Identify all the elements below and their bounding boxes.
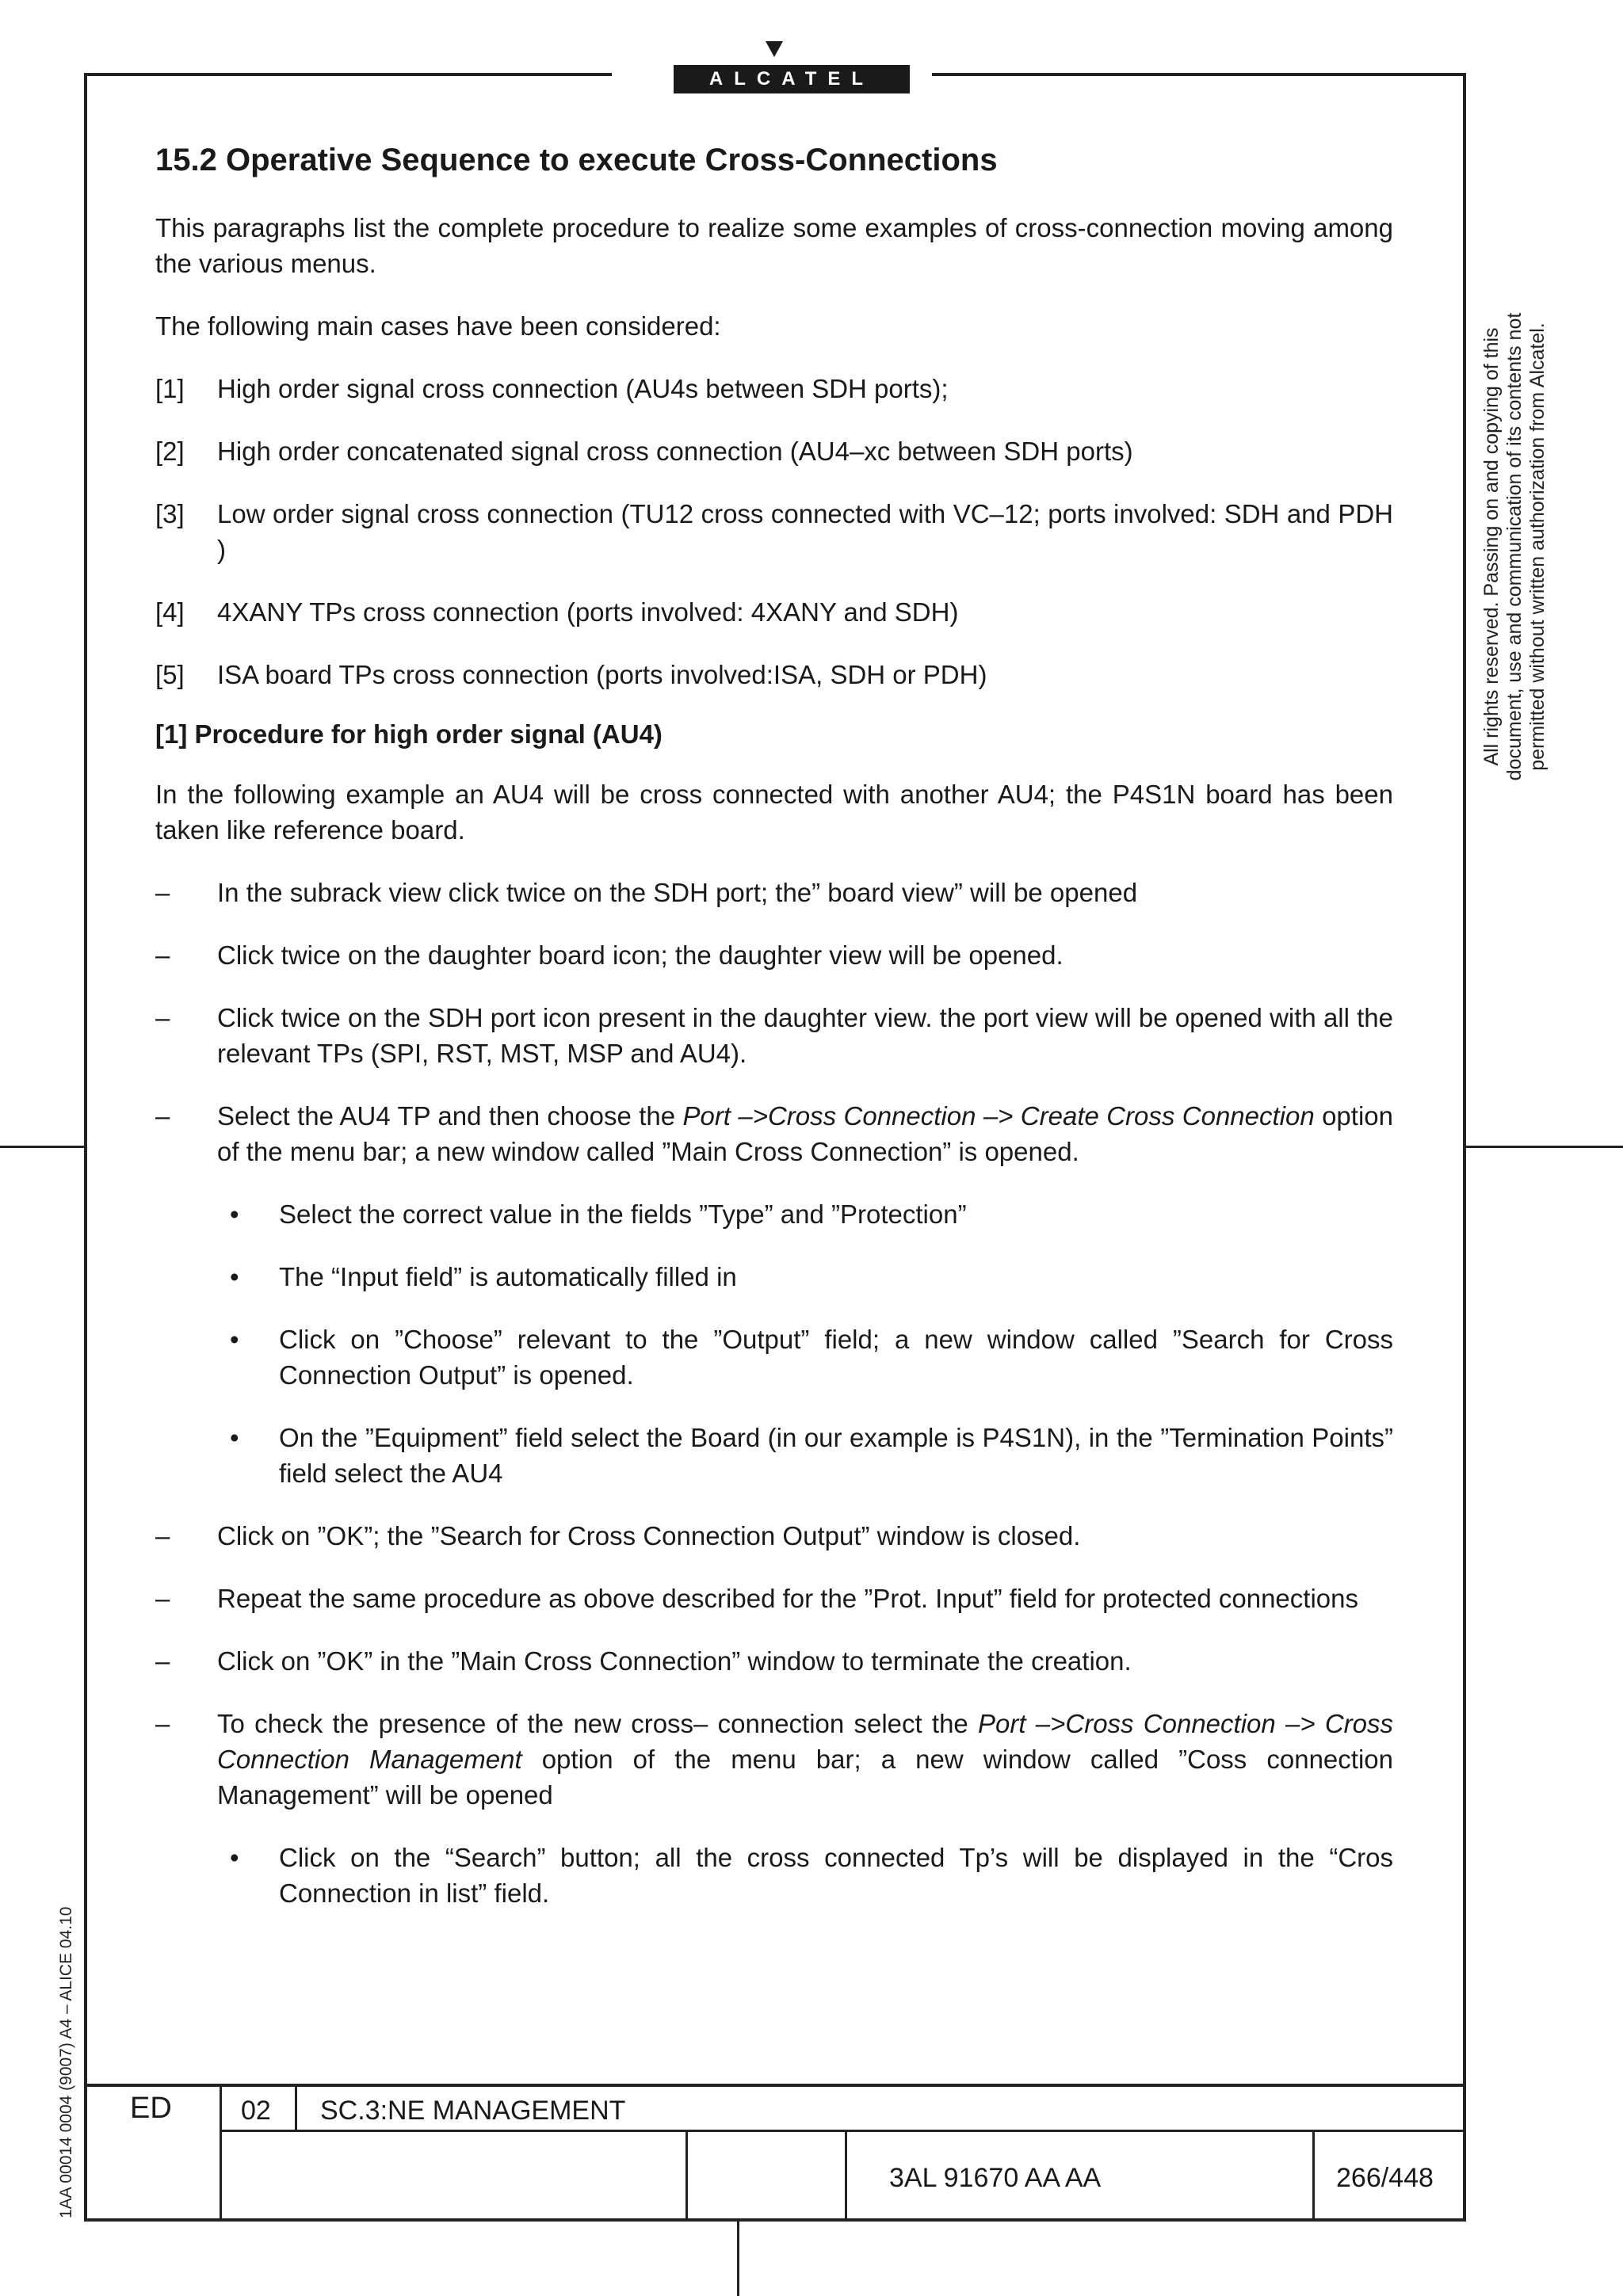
case-item: [3] Low order signal cross connection (TU12 cross connected with VC–12; ports involved: SDH and PDH ) (155, 499, 1393, 564)
frame-top-left (84, 73, 612, 76)
step-item: – Click on ”OK” in the ”Main Cross Connection” window to terminate the creation. (155, 1646, 1132, 1676)
step-item: – Click on ”OK”; the ”Search for Cross Connection Output” window is closed. (155, 1521, 1081, 1550)
intro-paragraph: This paragraphs list the complete procedure to realize some examples of cross-connection moving among the various menus. (155, 213, 1393, 278)
alcatel-logo: ALCATEL (674, 65, 910, 93)
document-body (155, 143, 1393, 1938)
menu-path: Port –>Cross Connection –> Cross Connection Management (217, 1709, 1393, 1774)
case-item: [1] High order signal cross connection (AU4s between SDH ports); (155, 374, 949, 403)
menu-path: Port –>Cross Connection –> Create Cross Connection (682, 1101, 1315, 1131)
step-item: – To check the presence of the new cross– connection select the Port –>Cross Connection –> Cross Connection Management option of the menu bar; a new window called ”Coss connection Management” will be opened (155, 1709, 1393, 1810)
bullet-item: • Click on the “Search” button; all the cross connected Tp’s will be displayed in the “Cros Connection in list” field. (230, 1843, 1393, 1908)
ed-value: 02 (241, 2096, 271, 2126)
document-code: 3AL 91670 AA AA (889, 2163, 1102, 2193)
crop-mark-left (0, 1146, 84, 1148)
cases-intro: The following main cases have been considered: (155, 311, 721, 341)
step-item: – Select the AU4 TP and then choose the Port –>Cross Connection –> Create Cross Connection option of the menu bar; a new window called ”Main Cross Connection” is opened. (155, 1101, 1393, 1166)
bullet-item: • The “Input field” is automatically filled in (230, 1262, 737, 1291)
case-item: [5] ISA board TPs cross connection (ports involved:ISA, SDH or PDH) (155, 660, 987, 689)
ed-label: ED (130, 2092, 172, 2125)
page-number: 266/448 (1336, 2163, 1434, 2193)
procedure-title: [1] Procedure for high order signal (AU4) (155, 719, 663, 749)
step-item: – Click twice on the daughter board icon; the daughter view will be opened. (155, 940, 1064, 970)
copyright-note: All rights reserved. Passing on and copying of this document, use and communication of its contents not permitted without written authorization from Alcatel. (1480, 312, 1549, 781)
logo-triangle-icon (766, 41, 783, 57)
bottom-crop-mark (737, 2222, 739, 2296)
footer-section: SC.3:NE MANAGEMENT (320, 2096, 626, 2126)
crop-mark-right (1466, 1146, 1623, 1148)
frame-top-right (932, 73, 1466, 76)
bullet-item: • On the ”Equipment” field select the Board (in our example is P4S1N), in the ”Termination Points” field select the AU4 (230, 1423, 1393, 1488)
frame-left (84, 73, 87, 2222)
step-item: – Click twice on the SDH port icon present in the daughter view. the port view will be opened with all the relevant TPs (SPI, RST, MST, MSP and AU4). (155, 1003, 1393, 1068)
bullet-item: • Click on ”Choose” relevant to the ”Output” field; a new window called ”Search for Cross Connection Output” is opened. (230, 1325, 1393, 1390)
step-item: – In the subrack view click twice on the SDH port; the” board view” will be opened (155, 878, 1138, 907)
form-code-note: 1AA 00014 0004 (9007) A4 – ALICE 04.10 (57, 1906, 75, 2218)
section-title: 15.2 Operative Sequence to execute Cross-Connections (155, 143, 998, 177)
case-item: [4] 4XANY TPs cross connection (ports involved: 4XANY and SDH) (155, 597, 959, 627)
procedure-intro: In the following example an AU4 will be cross connected with another AU4; the P4S1N board has been taken like reference board. (155, 780, 1393, 845)
step-item: – Repeat the same procedure as obove described for the ”Prot. Input” field for protected connections (155, 1584, 1358, 1613)
case-item: [2] High order concatenated signal cross connection (AU4–xc between SDH ports) (155, 437, 1133, 466)
bullet-item: • Select the correct value in the fields ”Type” and ”Protection” (230, 1199, 967, 1229)
